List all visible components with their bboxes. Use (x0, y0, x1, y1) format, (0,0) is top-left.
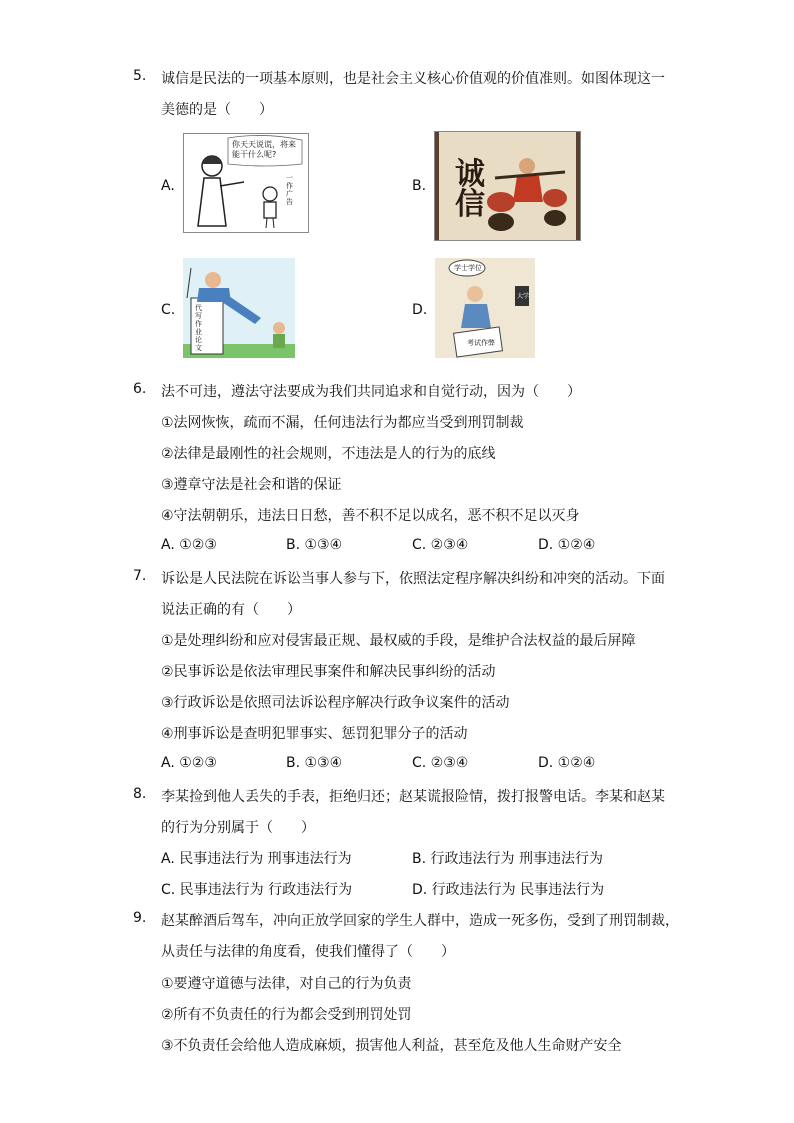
q5-option-b-calligraphy: 诚信 (455, 157, 485, 222)
q9-stem-line1: 赵某醉酒后驾车，冲向正放学回家的学生人群中，造成一死多伤，受到了刑罚制裁， (161, 913, 679, 929)
q5-option-a-speech: 你天天说谎，将来能干什么呢? (232, 140, 296, 159)
q5-stem-line1: 诚信是民法的一项基本原则，也是社会主义核心价值观的价值准则。如图体现这一 (161, 71, 665, 87)
q7-choice-b[interactable]: B. ①③④ (286, 755, 343, 771)
q5-option-c-sign: 代写作业论文 (195, 304, 202, 352)
q5-number: 5. (133, 68, 147, 84)
q6-choice-c[interactable]: C. ②③④ (412, 537, 469, 553)
q7-choice-d[interactable]: D. ①②④ (538, 755, 596, 771)
q6-choice-d[interactable]: D. ①②④ (538, 537, 596, 553)
q5-option-b-image[interactable] (434, 131, 581, 241)
q7-choice-c[interactable]: C. ②③④ (412, 755, 469, 771)
q6-statement-3: ③遵章守法是社会和谐的保证 (161, 477, 342, 493)
q9-statement-3: ③不负责任会给他人造成麻烦，损害他人利益，甚至危及他人生命财产安全 (161, 1038, 622, 1054)
q7-number: 7. (133, 568, 147, 584)
q9-statement-1: ①要遵守道德与法律，对自己的行为负责 (161, 976, 412, 992)
q5-option-a-image[interactable] (183, 133, 309, 233)
q9-statement-2: ②所有不负责任的行为都会受到刑罚处罚 (161, 1007, 412, 1023)
q8-stem-line2: 的行为分别属于（ ） (161, 820, 315, 836)
q8-choice-b[interactable]: B. 行政违法行为 刑事违法行为 (412, 851, 603, 867)
q8-stem-line1: 李某捡到他人丢失的手表，拒绝归还；赵某谎报险情，拨打报警电话。李某和赵某 (161, 789, 665, 805)
q7-statement-4: ④刑事诉讼是查明犯罪事实、惩罚犯罪分子的活动 (161, 726, 468, 742)
q5-option-a-side-text: 一作广告 (286, 174, 293, 206)
q7-statement-2: ②民事诉讼是依法审理民事案件和解决民事纠纷的活动 (161, 664, 496, 680)
q6-choice-b[interactable]: B. ①③④ (286, 537, 343, 553)
q9-stem-line2: 从责任与法律的角度看，使我们懂得了（ ） (161, 944, 455, 960)
q6-stem: 法不可违，遵法守法要成为我们共同追求和自觉行动，因为（ ） (161, 384, 581, 400)
q7-statement-1: ①是处理纠纷和应对侵害最正规、最权威的手段，是维护合法权益的最后屏障 (161, 633, 636, 649)
q8-choice-d[interactable]: D. 行政违法行为 民事违法行为 (412, 882, 605, 898)
q5-option-c-label[interactable]: C. (161, 302, 176, 318)
q8-choice-c[interactable]: C. 民事违法行为 行政违法行为 (161, 882, 353, 898)
q5-option-d-sign: 大学 (517, 293, 530, 300)
q5-option-c-image[interactable] (183, 258, 295, 358)
q6-statement-4: ④守法朝朝乐，违法日日愁，善不积不足以成名，恶不积不足以灭身 (161, 508, 580, 524)
q6-statement-1: ①法网恢恢，疏而不漏，任何违法行为都应当受到刑罚制裁 (161, 415, 524, 431)
q7-stem-line1: 诉讼是人民法院在诉讼当事人参与下，依照法定程序解决纠纷和冲突的活动。下面 (161, 571, 665, 587)
q5-option-d-paper: 考试作弊 (467, 339, 495, 347)
q8-number: 8. (133, 786, 147, 802)
q5-option-d-label[interactable]: D. (412, 302, 428, 318)
q7-statement-3: ③行政诉讼是依照司法诉讼程序解决行政争议案件的活动 (161, 695, 510, 711)
q5-option-b-label[interactable]: B. (412, 178, 427, 194)
q9-number: 9. (133, 910, 147, 926)
q6-choice-a[interactable]: A. ①②③ (161, 537, 217, 553)
q5-stem-line2: 美德的是（ ） (161, 102, 273, 118)
q6-number: 6. (133, 381, 147, 397)
q6-statement-2: ②法律是最刚性的社会规则，不违法是人的行为的底线 (161, 446, 496, 462)
q5-option-d-bubble: 学士学位 (454, 264, 482, 272)
q8-choice-a[interactable]: A. 民事违法行为 刑事违法行为 (161, 851, 352, 867)
q5-option-d-image[interactable] (435, 258, 535, 358)
q5-option-a-label[interactable]: A. (161, 178, 175, 194)
q7-stem-line2: 说法正确的有（ ） (161, 602, 301, 618)
q7-choice-a[interactable]: A. ①②③ (161, 755, 217, 771)
